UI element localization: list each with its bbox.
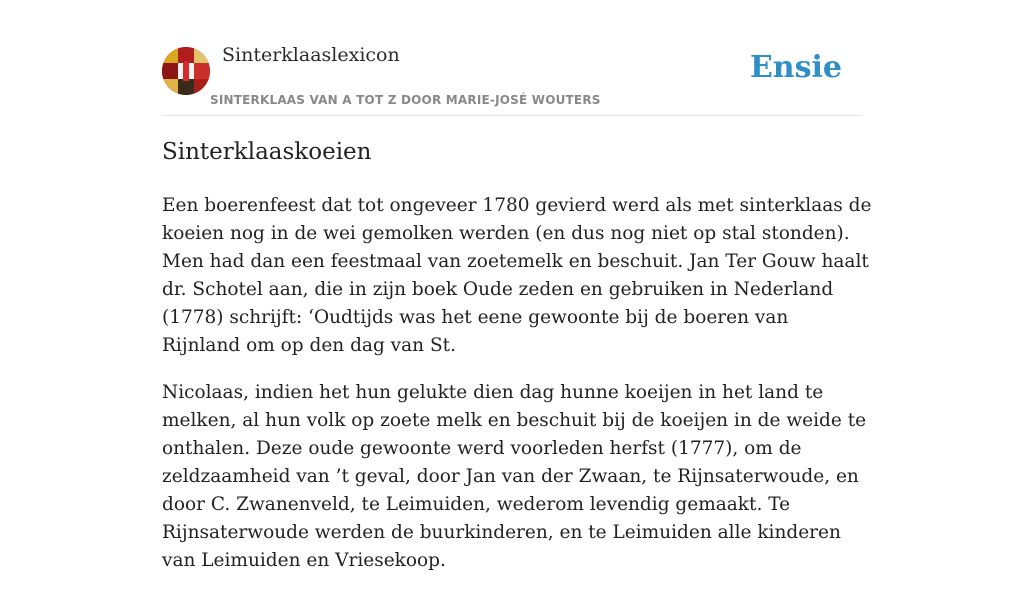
avatar-tile [162, 79, 178, 95]
brand-logo[interactable]: Ensie [749, 50, 842, 85]
avatar-tile [194, 47, 210, 63]
header-divider [162, 115, 862, 116]
avatar-tile [178, 79, 194, 95]
site-title[interactable]: Sinterklaaslexicon [222, 44, 400, 66]
avatar-tile [162, 63, 178, 79]
site-subtitle: SINTERKLAAS VAN A TOT Z DOOR MARIE-JOSÉ WOUTERS [210, 93, 601, 107]
entry-body [162, 192, 872, 594]
avatar[interactable] [162, 47, 210, 95]
entry-paragraph: Nicolaas, indien het hun gelukte dien dag hunne koeijen in het land te melken, al hun volk op zoete melk en beschuit bij de koeijen in de weide te onthalen. Deze oude gewoonte werd voorleden herfst (1777), om de zeldzaamheid van ’t geval, door Jan van der Zwaan, te Rijnsaterwoude, en door C. Zwanenveld, te Leimuiden, wederom levendig gemaakt. Te Rijnsaterwoude werden de buurkinderen, en te Leimuiden alle kinderen van Leimuiden en Vriesekoop. [162, 382, 867, 571]
avatar-tile [162, 47, 178, 63]
avatar-tile [194, 79, 210, 95]
avatar-tile [194, 63, 210, 79]
avatar-figure [183, 61, 189, 81]
entry-title: Sinterklaaskoeien [162, 139, 372, 165]
entry-paragraph: Een boerenfeest dat tot ongeveer 1780 gevierd werd als met sinterklaas de koeien nog in de wei gemolken werden (en dus nog niet op stal stonden). Men had dan een feestmaal van zoetemelk en beschuit. Jan Ter Gouw haalt dr. Schotel aan, die in zijn boek Oude zeden en gebruiken in Nederland (1778) schrijft: ‘Oudtijds was het eene gewoonte bij de boeren van Rijnland om op den dag van St. [162, 195, 872, 356]
